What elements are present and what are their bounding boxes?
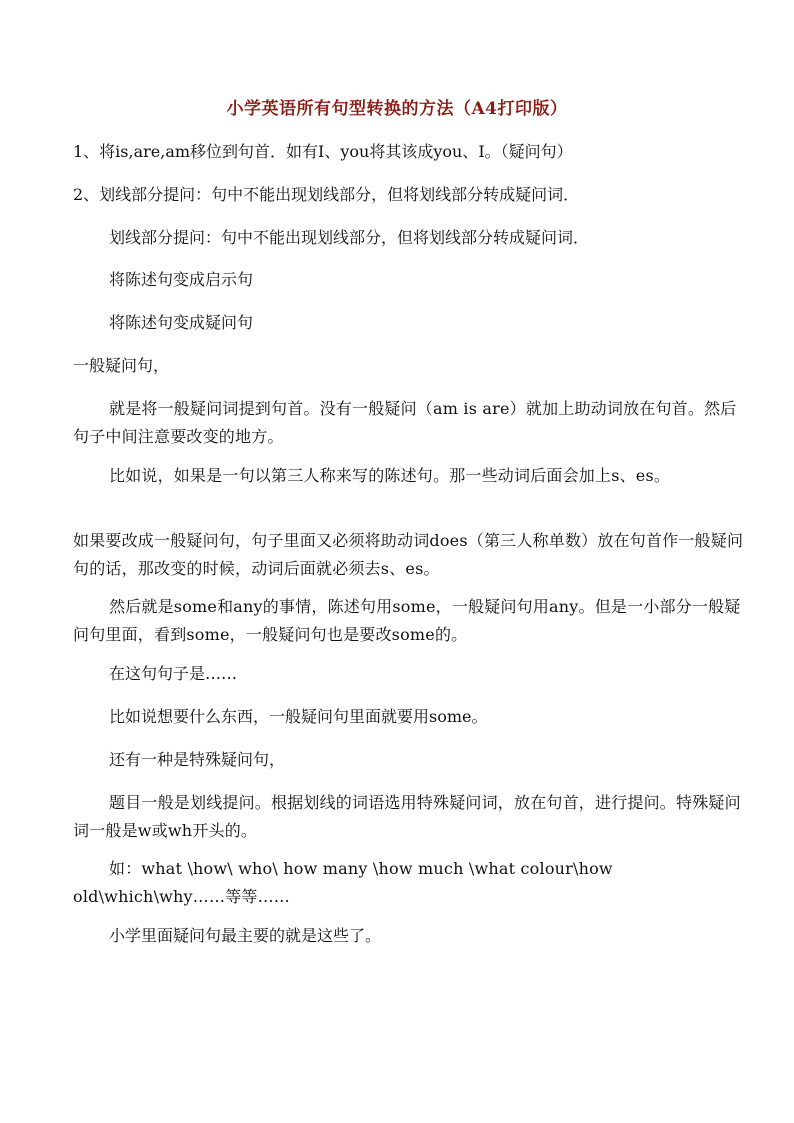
line-imperative: 将陈述句变成启示句 <box>109 270 254 289</box>
document-title: 小学英语所有句型转换的方法（A4打印版） <box>226 99 568 119</box>
line-summary: 小学里面疑问句最主要的就是这些了。 <box>109 926 382 945</box>
list-item-2-repeat: 划线部分提问：句中不能出现划线部分，但将划线部分转成疑问词． <box>109 228 590 247</box>
list-item-2: 2、划线部分提问：句中不能出现划线部分，但将划线部分转成疑问词． <box>73 185 580 204</box>
paragraph-general-question: 就是将一般疑问词提到句首。没有一般疑问（am is are）就加上助动词放在句首。然后句子中间注意要改变的地方。 <box>73 399 737 446</box>
list-item-1: 1、将is,are,am移位到句首．如有I、you将其该成you、I。（疑问句） <box>73 142 573 161</box>
line-question: 将陈述句变成疑问句 <box>109 313 254 332</box>
paragraph-example: 比如说，如果是一句以第三人称来写的陈述句。那一些动词后面会加上s、es。 <box>109 466 671 485</box>
heading-general-question: 一般疑问句， <box>73 356 170 375</box>
line-want: 比如说想要什么东西，一般疑问句里面就要用some。 <box>109 707 488 726</box>
paragraph-does: 如果要改成一般疑问句，句子里面又必须将助动词does（第三人称单数）放在句首作一般疑问句的话，那改变的时候，动词后面就必须去s、es。 <box>73 531 744 578</box>
paragraph-some-any: 然后就是some和any的事情，陈述句用some，一般疑问句用any。但是一小部分一般疑问句里面，看到some，一般疑问句也是要改some的。 <box>73 597 741 644</box>
line-here: 在这句句子是…… <box>109 664 238 683</box>
line-special: 还有一种是特殊疑问句， <box>109 750 286 769</box>
paragraph-special-question: 题目一般是划线提问。根据划线的词语选用特殊疑问词，放在句首，进行提问。特殊疑问词一般是w或wh开头的。 <box>73 793 741 840</box>
paragraph-question-words: 如：what \how\ who\ how many \how much \what colour\how old\which\why……等等…… <box>73 859 613 906</box>
